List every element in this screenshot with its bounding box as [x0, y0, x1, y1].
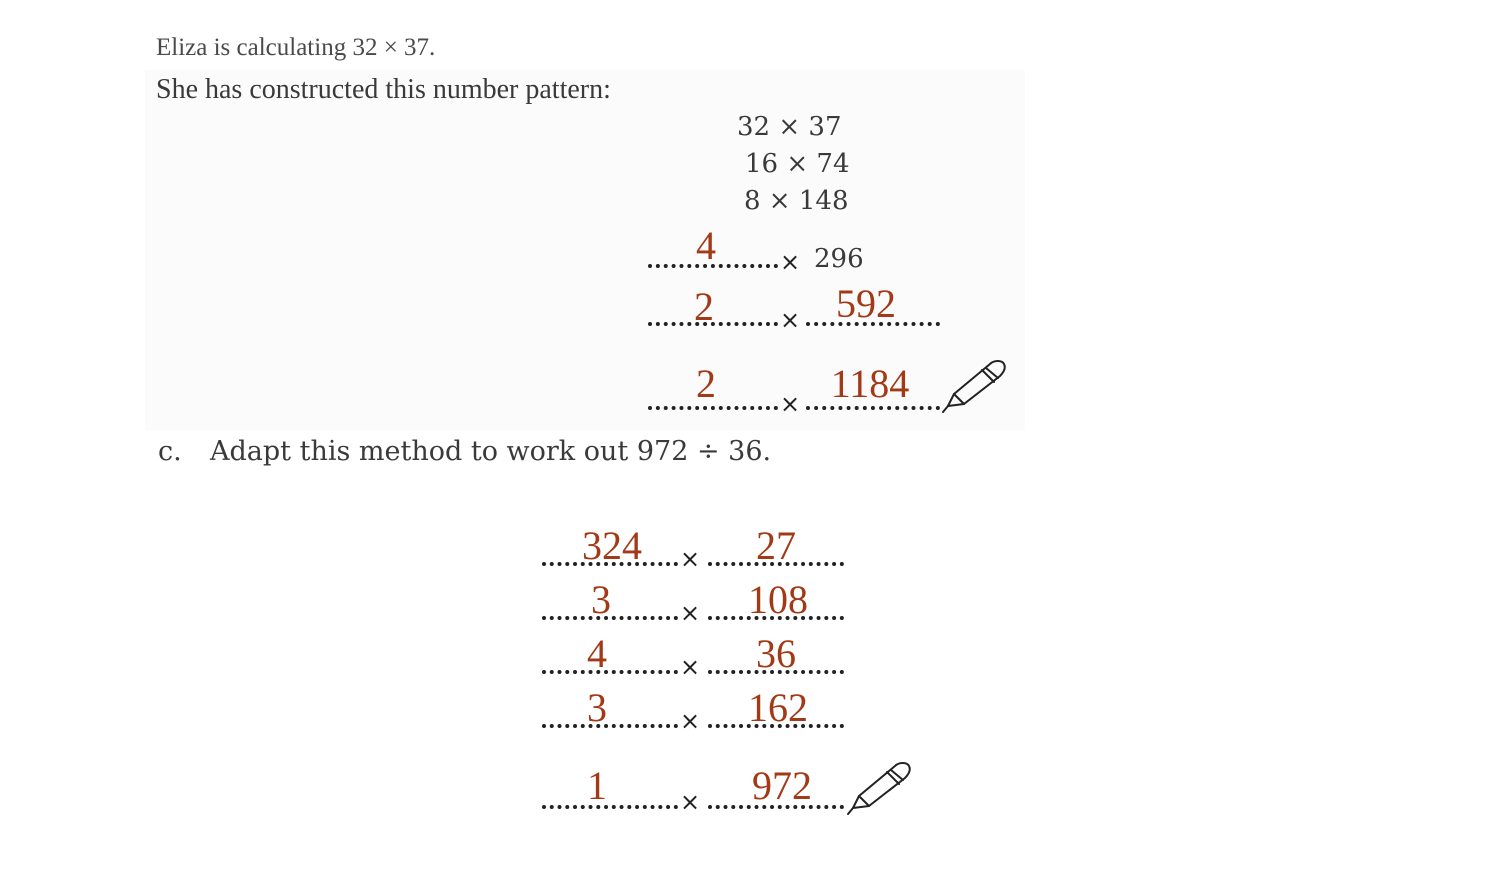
answer-row-4-left-blank[interactable] [542, 724, 678, 728]
answer-row-1-right-blank[interactable] [708, 562, 844, 566]
answer-row-1-left: 324 [582, 523, 642, 568]
intro-line-1: Eliza is calculating 32 × 37. [156, 34, 436, 61]
pattern-row-6-right-answer: 1184 [830, 361, 910, 406]
answer-row-3-right: 36 [756, 631, 796, 676]
pattern-row-1: 32 × 37 [737, 112, 842, 142]
question-c-text: Adapt this method to work out 972 ÷ 36. [210, 436, 772, 467]
answer-row-2-left: 3 [591, 577, 611, 622]
answer-row-1-times: × [680, 545, 701, 573]
answer-row-4-times: × [680, 707, 701, 735]
pattern-row-4-times: × [780, 248, 801, 276]
answer-row-5-left-blank[interactable] [542, 805, 678, 809]
pattern-row-4-left-blank[interactable] [648, 264, 778, 268]
answer-row-5-right: 972 [752, 763, 812, 808]
answer-row-4-right: 162 [748, 685, 808, 730]
pattern-row-2: 16 × 74 [745, 149, 850, 179]
pattern-row-5-left-blank[interactable] [648, 322, 778, 326]
answer-row-5-right-blank[interactable] [708, 805, 844, 809]
pattern-row-6-times: × [780, 390, 801, 418]
pattern-row-4-left-answer: 4 [696, 223, 716, 268]
pattern-row-6-left-blank[interactable] [648, 406, 778, 410]
answer-row-3-right-blank[interactable] [708, 670, 844, 674]
answer-row-1-right: 27 [756, 523, 796, 568]
pattern-row-6-right-blank[interactable] [806, 406, 940, 410]
pattern-row-5-right-blank[interactable] [806, 322, 940, 326]
answer-row-3-times: × [680, 653, 701, 681]
answer-row-1-left-blank[interactable] [542, 562, 678, 566]
question-c-label: c. [158, 436, 182, 467]
pen-icon [938, 356, 1010, 414]
answer-row-2-right: 108 [748, 577, 808, 622]
pattern-row-5-left-answer: 2 [694, 284, 714, 329]
pattern-row-5-times: × [780, 306, 801, 334]
intro-line-2: She has constructed this number pattern: [156, 74, 611, 105]
question-c [158, 436, 771, 467]
answer-row-4-left: 3 [587, 685, 607, 730]
pattern-row-6-left-answer: 2 [696, 361, 716, 406]
answer-row-4-right-blank[interactable] [708, 724, 844, 728]
answer-row-2-right-blank[interactable] [708, 616, 844, 620]
answer-row-5-times: × [680, 788, 701, 816]
pattern-row-5-right-answer: 592 [836, 281, 896, 326]
answer-row-5-left: 1 [587, 763, 607, 808]
answer-row-2-left-blank[interactable] [542, 616, 678, 620]
answer-row-3-left: 4 [587, 631, 607, 676]
pattern-row-4-right: 296 [814, 244, 864, 274]
pattern-row-3: 8 × 148 [744, 186, 849, 216]
answer-row-2-times: × [680, 599, 701, 627]
pen-icon [843, 758, 915, 816]
answer-row-3-left-blank[interactable] [542, 670, 678, 674]
